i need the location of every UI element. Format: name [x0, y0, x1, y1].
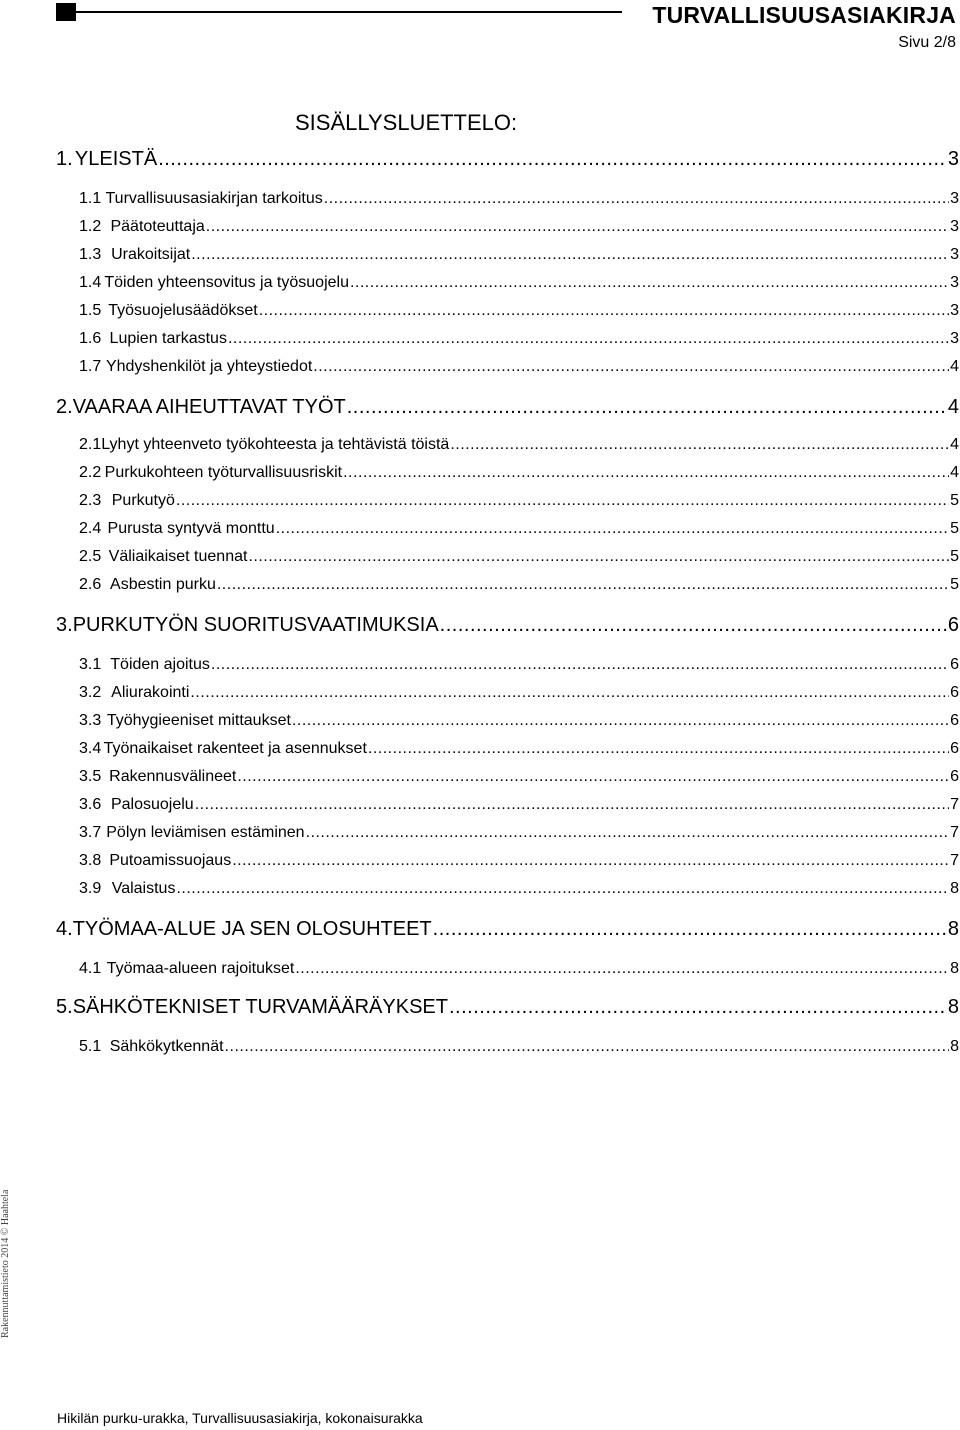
toc-entry[interactable]	[79, 548, 959, 570]
toc-entry-number: 2.6	[79, 576, 102, 593]
toc-leader-dots	[232, 852, 949, 870]
toc-entry-title: Lyhyt yhteenveto työkohteesta ja tehtävistä töistä	[101, 436, 450, 453]
toc-entry-number: 2.2	[79, 464, 102, 481]
toc-leader-dots	[190, 684, 949, 702]
toc-leader-dots	[292, 712, 949, 730]
toc-entry[interactable]	[79, 330, 959, 352]
toc-entry-title: Töiden ajoitus	[110, 656, 210, 673]
toc-entry[interactable]	[79, 852, 959, 874]
toc-entry[interactable]	[79, 880, 959, 902]
toc-entry-title: Asbestin purku	[110, 576, 216, 593]
toc-entry-title: Rakennusvälineet	[109, 768, 237, 785]
toc-leader-dots	[176, 492, 949, 510]
toc-entry-title: Työhygieeniset mittaukset	[106, 712, 291, 729]
toc-entry-page: 7	[950, 824, 959, 841]
toc-entry-number: 5.1	[79, 1038, 102, 1055]
toc-leader-dots	[158, 148, 947, 171]
toc-entry[interactable]	[79, 436, 959, 458]
toc-entry[interactable]	[56, 396, 959, 424]
toc-leader-dots	[211, 656, 949, 674]
toc-leader-dots	[276, 520, 949, 538]
toc-entry-page: 3	[950, 274, 959, 291]
toc-entry-title: PURKUTYÖN SUORITUSVAATIMUKSIA	[72, 614, 439, 636]
toc-entry-page: 3	[950, 218, 959, 235]
toc-entry[interactable]	[79, 218, 959, 240]
toc-entry-number: 3.2	[79, 684, 102, 701]
toc-entry-number: 4.	[56, 918, 73, 940]
toc-entry-number: 2.	[56, 396, 73, 418]
toc-leader-dots	[295, 960, 949, 978]
toc-heading: SISÄLLYSLUETTELO:	[295, 110, 518, 135]
copyright-watermark: Rakennuttamistieto 2014 © Haahtela	[0, 1189, 11, 1338]
toc-entry-number: 3.3	[79, 712, 102, 729]
toc-leader-dots	[217, 576, 949, 594]
toc-entry-number: 3.1	[79, 656, 102, 673]
toc-entry[interactable]	[79, 246, 959, 268]
toc-entry[interactable]	[79, 824, 959, 846]
toc-entry[interactable]	[79, 358, 959, 380]
toc-entry-title: Työsuojelusäädökset	[108, 302, 258, 319]
toc-entry[interactable]	[56, 918, 959, 946]
toc-entry-title: Palosuojelu	[110, 796, 194, 813]
toc-entry[interactable]	[79, 492, 959, 514]
toc-entry-number: 2.4	[79, 520, 102, 537]
toc-entry[interactable]	[79, 712, 959, 734]
toc-entry[interactable]	[79, 656, 959, 678]
toc-entry-title: YLEISTÄ	[74, 148, 158, 170]
toc-entry-page: 8	[950, 960, 959, 977]
toc-entry-number: 1.5	[79, 302, 102, 319]
toc-entry[interactable]	[56, 996, 959, 1024]
toc-entry-number: 3.4	[79, 740, 102, 757]
toc-entry-number: 2.3	[79, 492, 102, 509]
toc-entry-page: 3	[950, 330, 959, 347]
toc-leader-dots	[350, 274, 949, 292]
toc-entry-page: 8	[947, 996, 959, 1018]
toc-entry[interactable]	[79, 740, 959, 762]
toc-entry-title: Lupien tarkastus	[109, 330, 227, 347]
toc-entry-page: 6	[947, 614, 959, 636]
toc-entry[interactable]	[79, 1038, 959, 1060]
toc-entry-page: 3	[950, 302, 959, 319]
toc-entry-title: Turvallisuusasiakirjan tarkoitus	[105, 190, 323, 207]
toc-leader-dots	[343, 464, 949, 482]
toc-entry-number: 1.3	[79, 246, 102, 263]
toc-leader-dots	[248, 548, 949, 566]
toc-entry-page: 8	[947, 918, 959, 940]
toc-entry-page: 7	[950, 796, 959, 813]
toc-entry-number: 1.	[56, 148, 73, 170]
toc-leader-dots	[368, 740, 949, 758]
toc-entry-number: 1.6	[79, 330, 102, 347]
toc-entry-page: 8	[950, 1038, 959, 1055]
toc-leader-dots	[433, 918, 947, 941]
toc-entry-title: Purusta syntyvä monttu	[107, 520, 275, 537]
toc-entry[interactable]	[79, 796, 959, 818]
toc-entry[interactable]	[56, 614, 959, 642]
toc-leader-dots	[176, 880, 949, 898]
toc-leader-dots	[347, 396, 947, 419]
toc-entry-title: Pölyn leviämisen estäminen	[106, 824, 305, 841]
toc-entry-page: 6	[950, 740, 959, 757]
toc-entry-title: TYÖMAA-ALUE JA SEN OLOSUHTEET	[72, 918, 432, 940]
toc-entry-page: 8	[950, 880, 959, 897]
toc-entry[interactable]	[79, 576, 959, 598]
toc-leader-dots	[195, 796, 949, 814]
toc-entry[interactable]	[79, 274, 959, 296]
toc-leader-dots	[450, 436, 949, 454]
toc-entry-page: 4	[950, 358, 959, 375]
toc-entry-page: 6	[950, 656, 959, 673]
toc-entry[interactable]	[56, 148, 959, 176]
toc-entry-number: 3.5	[79, 768, 102, 785]
toc-entry-title: Aliurakointi	[111, 684, 190, 701]
toc-entry-page: 6	[950, 712, 959, 729]
toc-entry-number: 5.	[56, 996, 73, 1018]
toc-entry-number: 2.5	[79, 548, 102, 565]
toc-entry-title: Purkukohteen työturvallisuusriskit	[104, 464, 343, 481]
toc-leader-dots	[449, 996, 947, 1019]
toc-leader-dots	[324, 190, 949, 208]
header-square-mark	[56, 3, 76, 21]
toc-leader-dots	[313, 358, 949, 376]
toc-leader-dots	[440, 614, 947, 637]
toc-entry[interactable]	[79, 684, 959, 706]
toc-entry-page: 6	[950, 684, 959, 701]
toc-entry-title: Yhdyshenkilöt ja yhteystiedot	[105, 358, 313, 375]
toc-entry-page: 4	[950, 464, 959, 481]
toc-entry[interactable]	[79, 768, 959, 790]
toc-leader-dots	[237, 768, 949, 786]
toc-leader-dots	[306, 824, 950, 842]
toc-entry-number: 4.1	[79, 960, 102, 977]
toc-leader-dots	[191, 246, 949, 264]
toc-entry-page: 5	[950, 548, 959, 565]
toc-entry[interactable]	[79, 520, 959, 542]
toc-entry-number: 3.6	[79, 796, 102, 813]
toc-entry[interactable]	[79, 464, 959, 486]
toc-entry-page: 4	[950, 436, 959, 453]
toc-entry-number: 1.2	[79, 218, 102, 235]
header-rule	[76, 11, 622, 13]
document-title: TURVALLISUUSASIAKIRJA	[652, 2, 956, 28]
toc-entry-number: 1.1	[79, 190, 102, 207]
toc-entry-number: 3.7	[79, 824, 102, 841]
toc-entry-title: Urakoitsijat	[111, 246, 191, 263]
toc-entry-number: 2.1	[79, 436, 102, 453]
toc-entry-title: VAARAA AIHEUTTAVAT TYÖT	[72, 396, 346, 418]
toc-entry-page: 3	[947, 148, 959, 170]
toc-leader-dots	[259, 302, 949, 320]
toc-entry-title: Työmaa-alueen rajoitukset	[106, 960, 295, 977]
toc-entry[interactable]	[79, 960, 959, 982]
toc-entry-number: 1.4	[79, 274, 102, 291]
toc-entry-page: 5	[950, 492, 959, 509]
toc-entry-page: 3	[950, 190, 959, 207]
page-number: Sivu 2/8	[898, 34, 956, 51]
toc-entry-title: Purkutyö	[111, 492, 175, 509]
toc-entry-number: 3.9	[79, 880, 102, 897]
toc-entry-number: 3.8	[79, 852, 102, 869]
page-footer: Hikilän purku-urakka, Turvallisuusasiakirja, kokonaisurakka	[57, 1410, 423, 1426]
toc-entry-title: Sähkökytkennät	[109, 1038, 224, 1055]
toc-entry-page: 5	[950, 520, 959, 537]
toc-leader-dots	[206, 218, 949, 236]
toc-entry-number: 3.	[56, 614, 73, 636]
toc-entry-page: 6	[950, 768, 959, 785]
toc-entry[interactable]	[79, 302, 959, 324]
toc-entry-title: Väliaikaiset tuennat	[108, 548, 248, 565]
toc-leader-dots	[228, 330, 949, 348]
toc-entry-page: 4	[947, 396, 959, 418]
toc-entry-number: 1.7	[79, 358, 102, 375]
toc-entry-title: Valaistus	[111, 880, 176, 897]
toc-entry-page: 5	[950, 576, 959, 593]
toc-entry-title: Työnaikaiset rakenteet ja asennukset	[103, 740, 367, 757]
toc-entry-title: Päätoteuttaja	[110, 218, 205, 235]
toc-entry-title: Putoamissuojaus	[109, 852, 232, 869]
toc-entry-title: Töiden yhteensovitus ja työsuojelu	[104, 274, 349, 291]
toc-entry-page: 3	[950, 246, 959, 263]
toc-entry-title: SÄHKÖTEKNISET TURVAMÄÄRÄYKSET	[72, 996, 448, 1018]
toc-entry[interactable]	[79, 190, 959, 212]
toc-entry-page: 7	[950, 852, 959, 869]
toc-leader-dots	[225, 1038, 950, 1056]
